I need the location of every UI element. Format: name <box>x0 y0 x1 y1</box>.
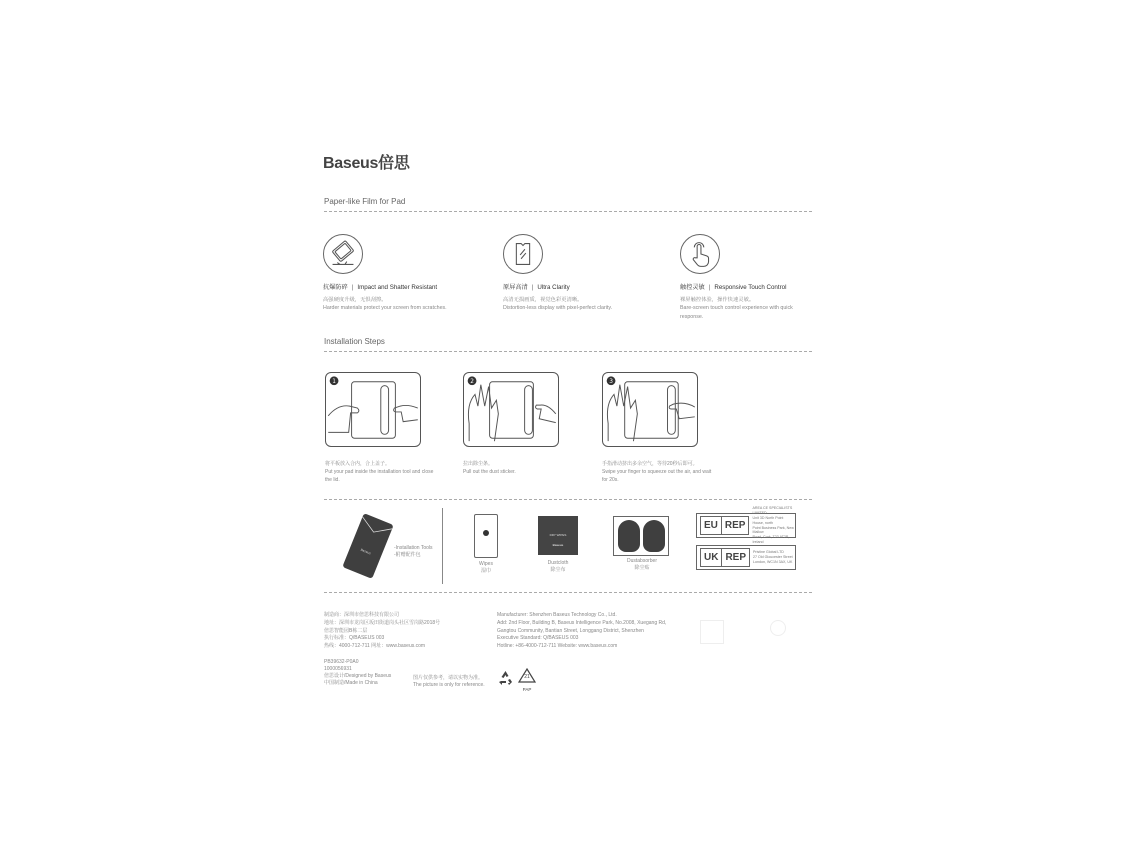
faint-mark-box <box>700 620 724 644</box>
feature-title: 原屏高清 | Ultra Clarity <box>503 284 570 291</box>
recycle-icon <box>497 670 514 691</box>
touch-hand-icon <box>680 234 720 274</box>
feature-clarity <box>503 234 663 313</box>
installation-tool-pouch <box>340 513 396 584</box>
feature-touch <box>680 234 810 321</box>
divider <box>324 592 812 593</box>
dustabsorber-label: Dustabsorber 除尘贴 <box>626 558 657 571</box>
feature-desc-cn: 高清无损画质，视觉色彩更清晰。 <box>503 297 583 303</box>
shatter-resistant-icon <box>323 234 363 274</box>
eu-rep-box: EU REP AREA CE SPECIALISTS LIMITED Unit 3D North Point House, north Point Business Park, New Mallow Road, Cork, T23 AT2P, Ireland <box>696 513 796 538</box>
step-1-illustration <box>325 372 421 447</box>
wipes-label: Wipes 湿巾 <box>479 561 493 574</box>
brand-logo: Baseus倍思 <box>323 155 410 172</box>
svg-text:Baseus: Baseus <box>360 547 372 556</box>
feature-desc-en: Bare-screen touch control experience with quick response. <box>680 305 793 320</box>
divider <box>324 351 812 352</box>
faint-mark-circle <box>770 620 786 636</box>
feature-desc-en: Distortion-less display with pixel-perfect clarity. <box>503 305 613 311</box>
divider <box>324 211 812 212</box>
tool-label: -Installation Tools -附赠配件包 <box>394 545 433 558</box>
feature-desc-cn: 高强硬度升级，无惧刮擦。 <box>323 297 387 303</box>
footer-codes: PB39632-P0A0 1000056931 倍思设计/Designed by Baseus 中国制造/Made in China <box>324 659 392 686</box>
feature-title: 抗爆防碎 | Impact and Shatter Resistant <box>323 284 438 291</box>
reference-note: 图片仅供参考，请以实物为准。 The picture is only for reference. <box>413 675 485 688</box>
svg-text:1: 1 <box>332 379 336 386</box>
step-1-text: 将平板放入合内，合上盖子。 Put your pad inside the installation tool and close the lid. <box>325 461 434 483</box>
pap-recycle-symbol: 21 PAP <box>516 668 538 692</box>
dustabsorber-pack <box>613 516 669 556</box>
dustcloth-label: Dustcloth 除尘布 <box>547 560 569 573</box>
feature-title: 触控灵敏 | Responsive Touch Control <box>680 284 787 291</box>
step-3-illustration <box>602 372 698 447</box>
step-2-text: 拉出除尘条。 Pull out the dust sticker. <box>463 461 516 475</box>
divider <box>324 499 812 500</box>
dustcloth-pack: DRY WIPES Baseus <box>538 516 578 555</box>
footer-cn-info: 制造商：深圳市倍思科技有限公司 地址：深圳市龙岗区坂田街道岗头社区雪岗路2018号 倍思智能园B栋二层 执行标准：Q/BASEUS 003 热线：4000-712-711 网址：www.baseus.com <box>324 612 441 650</box>
feature-shatter <box>323 234 453 313</box>
vertical-divider <box>442 508 443 584</box>
product-title: Paper-like Film for Pad <box>324 197 406 206</box>
installation-title: Installation Steps <box>324 337 385 346</box>
feature-desc-en: Harder materials protect your screen from scratches. <box>323 305 447 311</box>
feature-desc-cn: 裸屏触控体验，操作快速灵敏。 <box>680 297 755 303</box>
ultra-clarity-icon <box>503 234 543 274</box>
svg-text:2: 2 <box>470 379 474 386</box>
footer-en-info: Manufacturer: Shenzhen Baseus Technology Co., Ltd. Add: 2nd Floor, Building B, Baseus Intelligence Park, No.2008, Xuegang Rd, Gangtou Community, Bantian Street, Longgang District, Shenzhen Executive Standard: Q/BASEUS 003 Hotline: +86-4000-712-711 Website: www.baseus.com <box>497 612 667 650</box>
svg-text:3: 3 <box>609 379 613 386</box>
uk-rep-box: UK REP Pristine Global LTD 27 Old Gloucester Street London, WC1N 3AX, UK <box>696 545 796 570</box>
wipes-pack <box>474 514 498 558</box>
step-2-illustration <box>463 372 559 447</box>
step-3-text: 手指滑动挤出多余空气，等待20秒后即可。 Swipe your finger to squeeze out the air, and wait for 20s. <box>602 461 712 483</box>
